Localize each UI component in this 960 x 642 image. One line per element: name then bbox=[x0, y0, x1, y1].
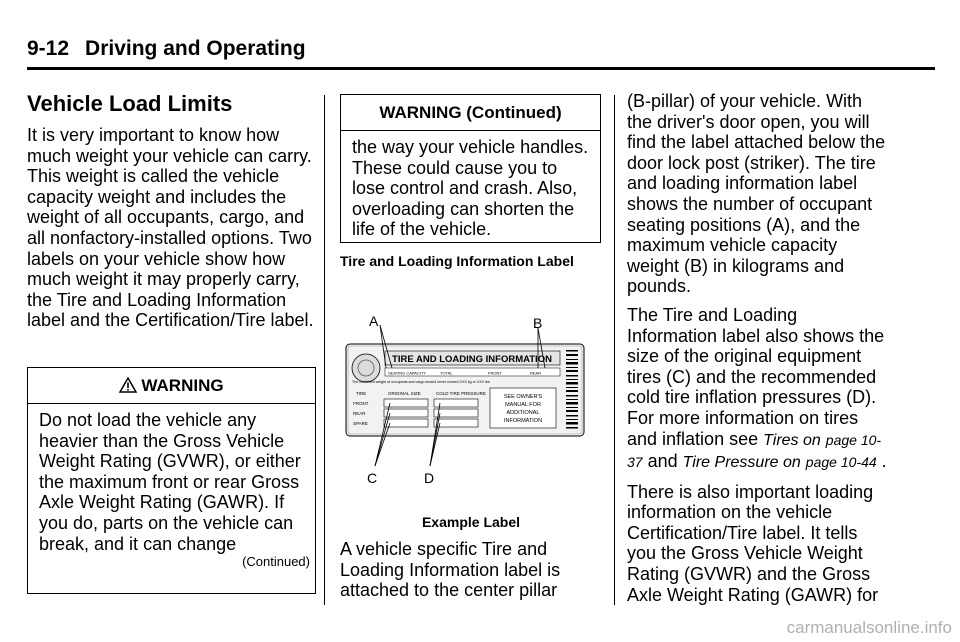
figure-caption: Example Label bbox=[421, 514, 521, 530]
link-tire-pressure[interactable]: Tire Pressure on bbox=[682, 454, 801, 472]
col-original-size: ORIGINAL SIZE bbox=[388, 391, 421, 396]
pillar-paragraph: (B-pillar) of your vehicle. With the driver's door open, you will find the label attached below the door lock post (striker). The tire and loading information label shows the number of occupant seating positions (A), and the maximum vehicle capacity weight (B) in kilograms and pounds. bbox=[627, 91, 886, 297]
column-2-text bbox=[340, 539, 602, 601]
watermark: carmanualsonline.info bbox=[786, 618, 952, 637]
warning-continued-text: the way your vehicle handles. These could cause you to lose control and crash. Also, overloading can shorten the life of the vehicle. bbox=[352, 137, 589, 240]
page-header bbox=[27, 36, 935, 62]
warning-box bbox=[27, 367, 316, 594]
col-cold-pressure: COLD TIRE PRESSURE bbox=[436, 391, 486, 396]
warning-title: WARNING bbox=[141, 376, 224, 395]
seating-rear: REAR bbox=[530, 370, 542, 376]
column-1 bbox=[27, 91, 317, 331]
link-tires-page[interactable]: page 10-37 bbox=[627, 431, 882, 471]
callout-d: D bbox=[424, 470, 435, 486]
column-3 bbox=[627, 91, 889, 605]
seating-front: FRONT bbox=[488, 370, 502, 376]
section-title: Vehicle Load Limits bbox=[27, 91, 233, 116]
warning-continued-header: WARNING (Continued) bbox=[341, 95, 600, 131]
intro-paragraph: It is very important to know how much weight your vehicle can carry. This weight is called the vehicle capacity weight and includes the weight of all occupants, cargo, and all nonfactory-installed options. Two labels on your vehicle show how much weight it may properly carry, the Tire and Loading Information label and the Certification/Tire label. bbox=[27, 125, 314, 331]
period: . bbox=[881, 451, 887, 472]
see-manual-3: ADDITIONAL bbox=[506, 410, 540, 416]
see-manual-1: SEE OWNER'S bbox=[503, 394, 543, 400]
tire-label-figure bbox=[340, 308, 602, 488]
emblem-icon bbox=[352, 354, 380, 382]
row-front: FRONT bbox=[353, 401, 369, 406]
see-manual-2: MANUAL FOR bbox=[505, 402, 541, 408]
see-manual-4: INFORMATION bbox=[503, 418, 543, 424]
certification-paragraph: There is also important loading information on the vehicle Certification/Tire label. It tells you the Gross Vehicle Weight Rating (GVWR) and the Gross Axle Weight Rating (GAWR) for bbox=[627, 481, 879, 605]
and-text: and bbox=[647, 451, 678, 472]
page-number: 9-12 bbox=[27, 37, 70, 60]
figure-title: Tire and Loading Information Label bbox=[340, 253, 574, 269]
seating-capacity: SEATING CAPACITY bbox=[388, 370, 427, 376]
callout-a: A bbox=[369, 313, 379, 329]
callout-b: B bbox=[533, 315, 543, 331]
callout-c: C bbox=[367, 470, 378, 486]
card-title: TIRE AND LOADING INFORMATION bbox=[392, 354, 552, 365]
link-tire-pressure-page[interactable]: page 10-44 bbox=[805, 454, 877, 471]
row-spare: SPARE bbox=[353, 421, 368, 426]
seating-total: TOTAL bbox=[440, 370, 453, 376]
column-divider bbox=[614, 95, 615, 605]
warning-header bbox=[28, 368, 315, 404]
chapter-title: Driving and Operating bbox=[85, 37, 306, 60]
header-rule bbox=[27, 67, 935, 70]
label-location-paragraph: A vehicle specific Tire and Loading Information label is attached to the center pillar bbox=[340, 539, 561, 601]
combined-weight-text: The combined weight of occupants and cargo should never exceed XXX kg or XXX lbs bbox=[352, 380, 490, 384]
warning-continued-box bbox=[340, 94, 601, 243]
tire-info-text: The Tire and Loading Information label also shows the size of the original equipment tires (C) and the recommended cold tire inflation pressures (D). For more information on tires and inflation see bbox=[627, 304, 885, 449]
column-divider bbox=[324, 95, 325, 605]
continued-note: (Continued) bbox=[242, 554, 310, 570]
col-tire: TIRE bbox=[356, 391, 367, 396]
link-tires[interactable]: Tires on bbox=[763, 431, 821, 449]
warning-text: Do not load the vehicle any heavier than the Gross Vehicle Weight Rating (GVWR), or either the maximum front or rear Gross Axle Weight Rating (GAWR). If you do, parts on the vehicle can break, and it can change bbox=[39, 410, 301, 554]
tire-info-paragraph bbox=[627, 305, 889, 474]
warning-triangle-icon bbox=[119, 377, 137, 393]
row-rear: REAR bbox=[353, 411, 366, 416]
